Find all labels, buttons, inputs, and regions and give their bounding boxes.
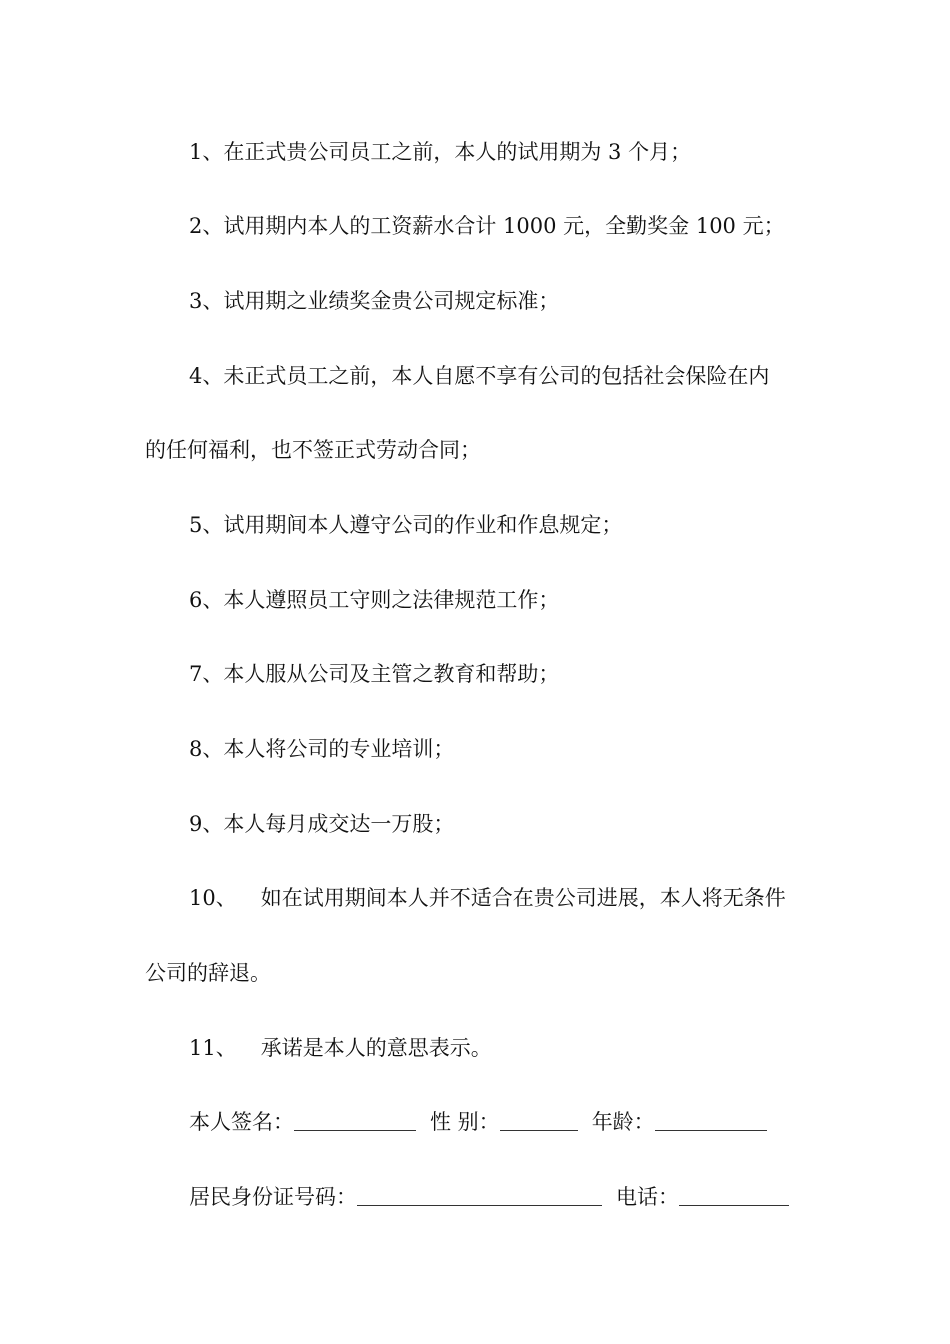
clause-2: 2、试用期内本人的工资薪水合计 1000 元，全勤奖金 100 元；: [189, 214, 785, 238]
clause-7: 7、本人服从公司及主管之教育和帮助；: [189, 662, 560, 686]
clause-5: 5、试用期间本人遵守公司的作业和作息规定；: [189, 513, 623, 537]
clause-10-number: 10、: [189, 886, 237, 910]
age-label: 年龄：: [591, 1110, 655, 1134]
id-phone-row: [0, 1182, 950, 1212]
clause-9: 9、本人每月成交达一万股；: [189, 812, 455, 836]
clause-1: 1、在正式贵公司员工之前，本人的试用期为 3 个月；: [189, 140, 692, 164]
id-number-field[interactable]: [357, 1185, 602, 1206]
phone-label: 电话：: [616, 1185, 679, 1209]
age-field[interactable]: [655, 1110, 767, 1131]
clause-11: [0, 1033, 950, 1063]
gender-label: 性 别：: [430, 1110, 500, 1134]
clause-6: 6、本人遵照员工守则之法律规范工作；: [189, 588, 560, 612]
clause-3: 3、试用期之业绩奖金贵公司规定标准；: [189, 289, 560, 313]
clause-10-line-1: [0, 883, 950, 913]
clause-11-number: 11、: [189, 1036, 237, 1060]
signature-field[interactable]: [294, 1110, 416, 1131]
clause-4-line-2: 的任何福利，也不签正式劳动合同；: [145, 438, 481, 462]
clause-10-line-2: 公司的辞退。: [145, 961, 271, 985]
clause-8: 8、本人将公司的专业培训；: [189, 737, 455, 761]
clause-4-line-1: 4、未正式员工之前，本人自愿不享有公司的包括社会保险在内: [189, 364, 770, 388]
clause-11-text: 承诺是本人的意思表示。: [260, 1036, 492, 1060]
signature-row: [0, 1107, 950, 1137]
clause-10-text: 如在试用期间本人并不适合在贵公司进展，本人将无条件: [260, 886, 786, 910]
id-number-label: 居民身份证号码：: [189, 1185, 357, 1209]
phone-field[interactable]: [679, 1185, 789, 1206]
gender-field[interactable]: [500, 1110, 578, 1131]
signature-label: 本人签名：: [189, 1110, 294, 1134]
